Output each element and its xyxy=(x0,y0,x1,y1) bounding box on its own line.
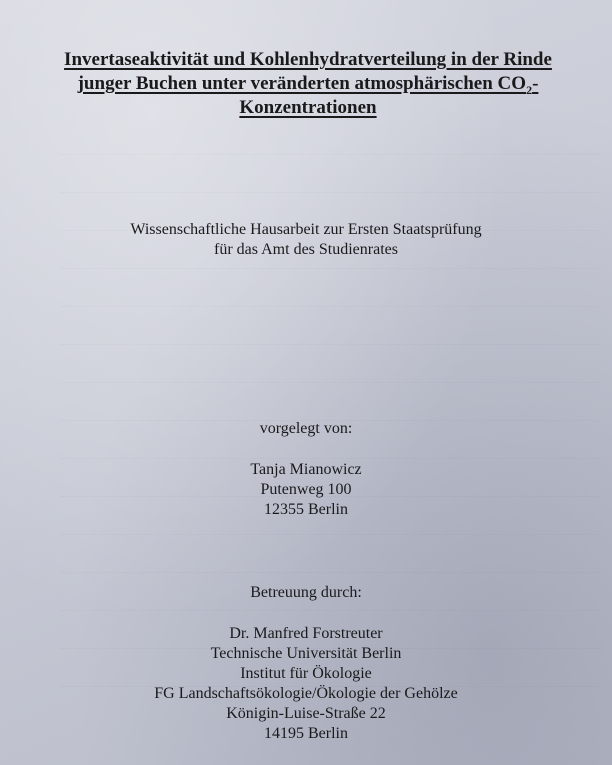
supervisor-university: Technische Universität Berlin xyxy=(210,645,402,662)
title-line-2 xyxy=(24,72,592,96)
author-address-block xyxy=(0,460,612,520)
title-line-1: Invertaseaktivität und Kohlenhydratverteilung in der Rinde xyxy=(64,49,552,70)
bleed-through-lines xyxy=(60,130,600,700)
supervisor-city: 14195 Berlin xyxy=(264,725,348,742)
supervisor-label: Betreuung durch: xyxy=(250,584,362,601)
title-line-2-hyphen: - xyxy=(532,73,539,94)
supervisor-name: Dr. Manfred Forstreuter xyxy=(229,625,383,642)
subtitle-line-1: Wissenschaftliche Hausarbeit zur Ersten Staatsprüfung xyxy=(130,221,482,238)
author-label: vorgelegt von: xyxy=(259,420,353,437)
author-city: 12355 Berlin xyxy=(264,501,348,518)
author-name: Tanja Mianowicz xyxy=(250,461,362,478)
supervisor-address-block xyxy=(0,624,612,744)
author-street: Putenweg 100 xyxy=(260,481,352,498)
supervisor-institute: Institut für Ökologie xyxy=(240,665,372,682)
title-line-2-subscript: 2 xyxy=(526,82,533,97)
title-line-2-text: junger Buchen unter veränderten atmosphärischen CO xyxy=(77,73,527,94)
supervisor-street: Königin-Luise-Straße 22 xyxy=(226,705,386,722)
thesis-subtitle xyxy=(20,220,592,260)
thesis-title xyxy=(24,48,592,120)
supervisor-department: FG Landschaftsökologie/Ökologie der Gehölze xyxy=(154,685,458,702)
supervisor-label-block xyxy=(0,583,612,603)
subtitle-line-2: für das Amt des Studienrates xyxy=(214,241,398,258)
title-line-3: Konzentrationen xyxy=(239,97,377,118)
author-label-block xyxy=(0,419,612,439)
